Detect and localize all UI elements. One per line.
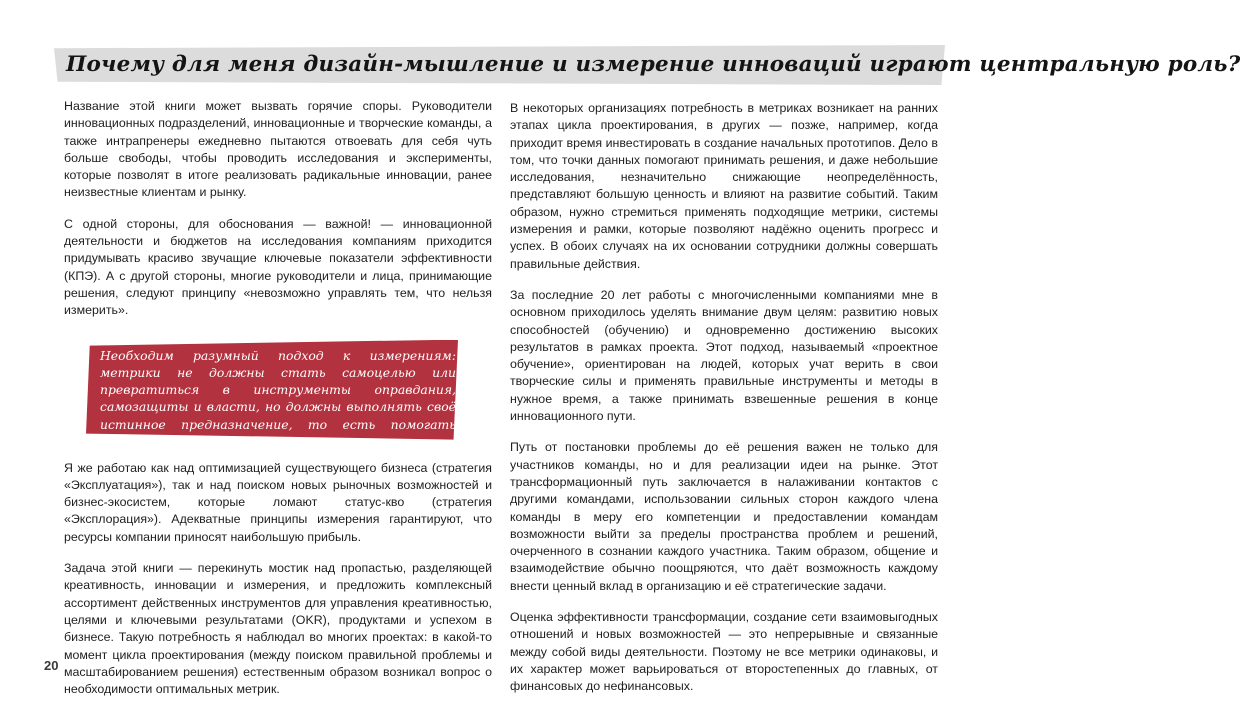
paragraph: Название этой книги может вызвать горячие споры. Руководители инновационных подразделений, инновационные и творческие команды, а также интрапренеры ежедневно пытаются отвоевать для себя чуть больше свободы, чтобы проводить исследования и эксперименты, которые позволят в итоге реализовать радикальные инновации, ранее неизвестные клиентам и рынку. bbox=[64, 99, 492, 200]
page-number: 20 bbox=[44, 658, 59, 673]
paragraph: Оценка эффективности трансформации, создание сети взаимовыгодных отношений и новых возможностей — это непрерывные и связанные между собой виды деятельности. Поэтому не все метрики одинаковы, и их характер может варьироваться от второстепенных до главных, от финансовых до нефинансовых. bbox=[510, 610, 938, 694]
paragraph: Задача этой книги — перекинуть мостик над пропастью, разделяющей креативность, инновации и измерения, и предложить комплексный ассортимент действенных инструментов для управления креативностью, целями и ключевыми результатами (OKR), продуктами и успехом в бизнесе. Такую потребность я наблюдал во многих проектах: в какой-то момент цикла проектирования (между поиском правильной проблемы и масштабированием решения) естественным образом возникал вопрос о необходимости оптимальных метрик. bbox=[64, 561, 492, 697]
paragraph: Путь от постановки проблемы до её решения важен не только для участников команды, но и для реализации идеи на рынке. Этот трансформационный путь заключается в налаживании контактов с другими командами, использовании сильных сторон каждого члена команды в меру его компетенции и предоставлении командам возможности выйти за пределы пространства проблем и решений, очерченного в сознании каждого участника. Таким образом, общение и взаимодействие обычно поощряются, что даёт возможность каждому внести ценный вклад в организацию и её стратегические задачи. bbox=[510, 440, 938, 593]
paragraph: С одной стороны, для обоснования — важной! — инновационной деятельности и бюджетов на исследования компаниям приходится придумывать красиво звучащие ключевые показатели эффективности (КПЭ). А с другой стороны, многие руководители и лица, принимающие решения, следуют принципу «невозможно управлять тем, что нельзя измерить». bbox=[64, 216, 492, 318]
right-column bbox=[510, 100, 938, 710]
pull-quote bbox=[64, 340, 492, 450]
paragraph: Я же работаю как над оптимизацией существующего бизнеса (стратегия «Эксплуатация»), так и над поиском новых рыночных возможностей и бизнес-экосистем, которые ломают статус-кво (стратегия «Эксплорация»). Адекватные принципы измерения гарантируют, что ресурсы компании приносят наибольшую прибыль. bbox=[64, 460, 492, 544]
paragraph: В некоторых организациях потребность в метриках возникает на ранних этапах цикла проектирования, в других — позже, например, когда приходит время инвестировать в создание начальных прототипов. Дело в том, что точки данных помогают принимать решения, и даже небольшие исследования, незначительно снижающие неопределённость, представляют большую ценность и влияют на развитие событий. Таким образом, нужно стремиться применять подходящие метрики, системы измерения и рамки, которые позволяют надёжно оценить прогресс и успех. В обоих случаях на их основании сотрудники должны совершать правильные действия. bbox=[510, 101, 938, 271]
paragraph: За последние 20 лет работы с многочисленными компаниями мне в основном приходилось уделять внимание двум целям: развитию новых способностей (обучению) и одновременно достижению высоких результатов в рамках проекта. Этот подход, называемый «проектное обучение», ориентирован на людей, которых учат верить в свои творческие силы и применять правильные инструменты и методы в нужное время, а также принимать взвешенные решения в конце инновационного пути. bbox=[510, 287, 938, 424]
pull-quote-text: Необходим разумный подход к измерениям: метрики не должны стать самоцелью или превратиться в инструменты оправдания, самозащиты и власти, но должны выполнять своё истинное предназначение, то есть помогать вдумчиво определять направление. bbox=[100, 347, 456, 450]
left-column bbox=[64, 98, 492, 712]
page-title: Почему для меня дизайн-мышление и измерение инноваций играют центральную роль? bbox=[66, 52, 1240, 77]
